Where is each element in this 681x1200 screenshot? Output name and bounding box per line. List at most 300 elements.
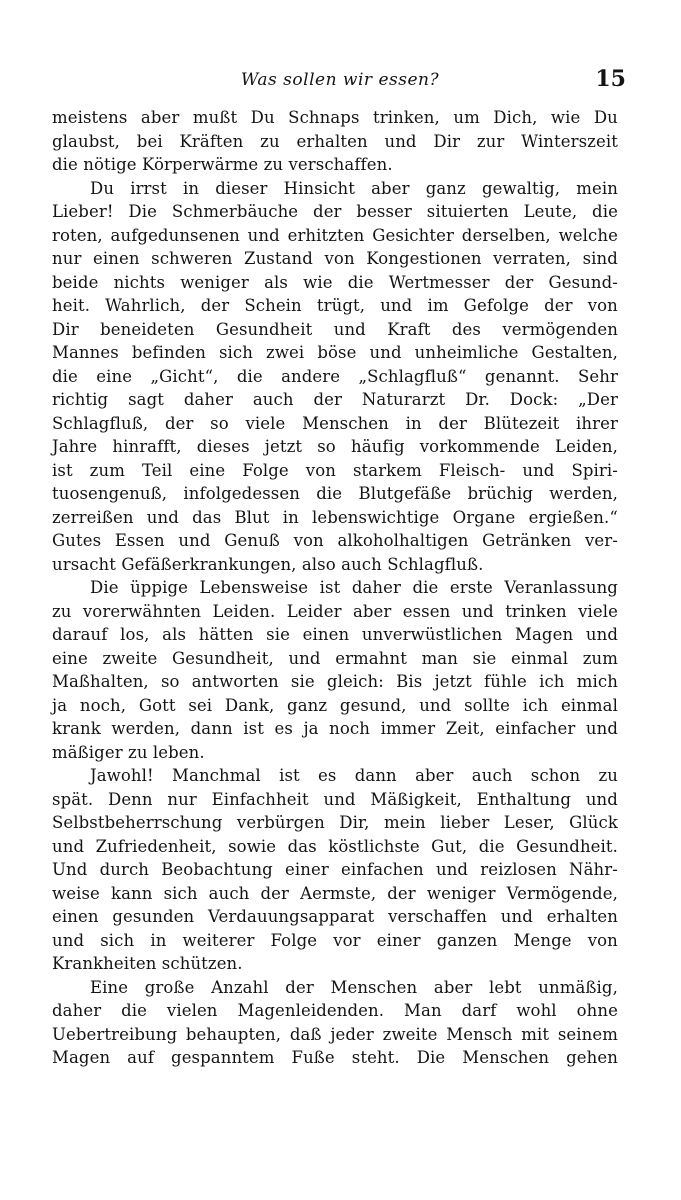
word: Teil (141, 460, 173, 480)
word: Dir (52, 319, 79, 339)
word: ver- (585, 531, 618, 550)
word: der (438, 413, 467, 433)
word: immer (380, 719, 436, 738)
line-text: mäßiger zu leben. (52, 742, 205, 762)
word: Menge (513, 930, 572, 950)
word: erhalten (296, 131, 368, 151)
word: Die (416, 1048, 446, 1067)
word: erhalten (546, 907, 618, 926)
word: Schlagfluß, (52, 413, 149, 433)
word: ist (319, 578, 341, 597)
word: üppige (130, 578, 189, 597)
word: daher (351, 578, 401, 597)
word: von (587, 930, 618, 950)
word: die (236, 366, 263, 386)
word: und (288, 648, 321, 668)
text-line (52, 412, 618, 436)
text-line (52, 717, 618, 741)
word: Winterszeit (521, 131, 618, 151)
word: ist (279, 766, 300, 785)
word: ganzen (436, 930, 498, 950)
word: in (282, 507, 299, 527)
word: unverwüstlichen (361, 625, 503, 644)
word: das (192, 507, 222, 527)
word: häufig (350, 437, 405, 456)
word: unheimliche (414, 343, 519, 362)
text-line (52, 576, 618, 600)
running-header (60, 66, 626, 96)
word: ist (52, 460, 73, 480)
word: derselben, (461, 225, 551, 245)
word: der (285, 977, 314, 997)
word: Veranlassung (504, 578, 618, 597)
word: Dich, (493, 108, 538, 127)
word: antworten (191, 672, 279, 691)
text-line (52, 788, 618, 812)
word: böse (317, 343, 357, 362)
word: meistens (52, 108, 128, 127)
word: Leser, (503, 813, 555, 832)
word: in (405, 413, 422, 433)
word: die (347, 272, 374, 292)
word: „Der (578, 390, 618, 409)
word: Die (90, 578, 119, 597)
word: Leiden, (555, 437, 618, 456)
word: Uebertreibung (52, 1024, 178, 1044)
word: Gefolge (463, 296, 529, 315)
word: erhitzten (287, 225, 365, 245)
word: Man (404, 1001, 442, 1020)
word: aufgedunsenen (110, 225, 240, 245)
word: Mannes (52, 343, 119, 362)
word: Gesundheit (215, 319, 313, 339)
word: so (160, 672, 180, 691)
word: auch (208, 883, 250, 903)
word: viele (245, 413, 286, 433)
word: Naturarzt (361, 390, 446, 409)
text-line (52, 694, 618, 718)
word: verschaffen (388, 907, 487, 926)
word: und (461, 601, 494, 621)
word: gleich: (326, 672, 384, 691)
text-line (52, 130, 618, 154)
word: wohl (516, 1001, 557, 1020)
word: Lieber! (52, 202, 114, 221)
word: wie (550, 108, 581, 127)
word: darf (461, 1001, 497, 1020)
text-line (52, 506, 618, 530)
word: mein (384, 813, 426, 832)
word: schon (530, 766, 581, 785)
word: lebenswichtige (312, 507, 440, 527)
text-line (52, 741, 618, 765)
word: ihrer (576, 413, 618, 433)
text-line (52, 670, 618, 694)
word: Blütezeit (483, 413, 560, 433)
text-line (52, 200, 618, 224)
word: Gutes (52, 531, 102, 550)
word: Menschen (302, 413, 389, 433)
word: in (150, 930, 167, 950)
word: ja (303, 719, 319, 738)
word: auch (252, 390, 294, 409)
word: sie (290, 672, 315, 691)
word: essen (402, 601, 451, 621)
word: vorkommende (419, 437, 540, 456)
word: und (522, 460, 555, 480)
word: noch, (79, 695, 127, 715)
word: der (544, 296, 573, 315)
word: Zustand (244, 249, 313, 268)
word: Anzahl (211, 977, 269, 997)
word: die (478, 836, 505, 856)
word: vor (333, 930, 361, 950)
word: daher (183, 390, 234, 409)
word: Leiden. (212, 601, 276, 621)
text-line (52, 952, 618, 976)
word: schweren (151, 249, 233, 268)
text-line (52, 882, 618, 906)
word: sie (266, 625, 290, 644)
text-line (52, 1023, 618, 1047)
word: jetzt (434, 672, 472, 691)
word: Wahrlich, (105, 296, 186, 315)
word: zu (260, 131, 280, 151)
word: Magen (514, 625, 574, 644)
word: zerreißen (52, 507, 134, 527)
word: Folge (242, 460, 289, 480)
text-line (52, 999, 618, 1023)
word: und (435, 860, 469, 879)
word: es (274, 719, 293, 738)
word: sich (163, 883, 198, 903)
word: sagt (128, 390, 164, 409)
word: nur (167, 789, 197, 809)
word: aber (433, 977, 473, 997)
word: brüchig (467, 484, 533, 503)
word: sind (582, 249, 618, 268)
word: irrst (130, 178, 167, 198)
word: zweite (382, 1024, 438, 1044)
text-line (52, 435, 618, 459)
word: fühle (484, 672, 527, 691)
word: glaubst, (52, 131, 121, 151)
word: und (247, 225, 280, 245)
word: Genuß (224, 531, 280, 550)
word: und (146, 507, 179, 527)
line-text: Krankheiten schützen. (52, 954, 243, 973)
word: behaupten, (185, 1024, 282, 1044)
word: durch (99, 860, 150, 879)
word: ergießen.“ (528, 507, 618, 527)
word: Dr. (465, 390, 490, 409)
word: der (387, 883, 416, 903)
word: Gesundheit, (171, 648, 274, 668)
word: Manchmal (172, 766, 261, 785)
word: weise (52, 883, 100, 903)
word: Essen (114, 531, 165, 550)
word: einfacher (495, 719, 576, 738)
word: Leute, (523, 202, 578, 221)
word: seinem (557, 1024, 618, 1044)
word: Menschen (330, 977, 418, 997)
word: Bis (396, 672, 423, 691)
word: und (369, 343, 402, 362)
word: eine (189, 460, 226, 480)
word: weniger (426, 883, 496, 903)
word: von (305, 460, 336, 480)
word: Eine (90, 977, 129, 997)
word: eine (52, 648, 88, 668)
word: sie (472, 648, 497, 668)
word: befinden (131, 343, 206, 362)
word: „Schlagfluß“ (358, 366, 467, 386)
word: Die (128, 202, 157, 221)
word: einmal (560, 695, 618, 715)
word: ohne (576, 1001, 618, 1020)
word: beneideten (100, 319, 195, 339)
word: Nähr- (569, 860, 618, 879)
text-line (52, 764, 618, 788)
word: weniger (180, 272, 249, 292)
word: das (287, 836, 317, 856)
word: verraten, (493, 249, 571, 268)
word: heit. (52, 296, 91, 315)
word: Dock: (509, 390, 559, 409)
word: von (324, 249, 355, 268)
text-line (52, 177, 618, 201)
word: ist (243, 719, 264, 738)
word: der (504, 272, 534, 292)
word: Spiri- (571, 460, 618, 480)
word: Mäßigkeit, (370, 789, 462, 809)
word: sowie (228, 836, 277, 856)
text-line (52, 553, 618, 577)
word: gesunden (112, 907, 195, 926)
text-line (52, 224, 618, 248)
word: noch (329, 719, 371, 738)
word: dieser (215, 178, 268, 198)
word: vermögenden (502, 319, 618, 339)
word: aber (352, 601, 392, 621)
word: auf (127, 1048, 155, 1067)
word: richtig (52, 390, 109, 409)
text-line (52, 858, 618, 882)
word: Kraft (387, 319, 431, 339)
word: sich (218, 343, 253, 362)
line-text: die nötige Körperwärme zu verschaffen. (52, 155, 393, 174)
word: einen (302, 625, 350, 644)
text-line (52, 905, 618, 929)
text-line (52, 247, 618, 271)
word: die (121, 1001, 147, 1020)
word: und (500, 907, 533, 926)
word: und (52, 930, 85, 950)
word: jeder (330, 1024, 374, 1044)
text-line (52, 482, 618, 506)
word: man (421, 648, 458, 668)
word: besser (356, 202, 412, 221)
word: mußt (192, 108, 238, 127)
word: Gesichter (372, 225, 454, 245)
word: Gestalten, (531, 343, 618, 362)
word: Einfachheit (211, 789, 309, 809)
running-title: Was sollen wir essen? (240, 70, 440, 90)
word: ganz (287, 695, 328, 715)
word: lieber (440, 813, 490, 832)
word: hinrafft, (112, 437, 182, 456)
word: Enthaltung (476, 789, 572, 809)
word: ganz (425, 178, 466, 198)
word: köstlichste (328, 836, 420, 856)
word: als (162, 625, 187, 644)
word: Du (593, 108, 618, 127)
word: Du (250, 108, 275, 127)
word: von (293, 531, 324, 550)
word: mein (576, 178, 618, 198)
word: der (260, 883, 289, 903)
word: einer (285, 860, 329, 879)
word: vorerwähnten (82, 601, 202, 621)
word: zweite (102, 648, 158, 668)
word: ja (52, 695, 68, 715)
text-line (52, 529, 618, 553)
text-line (52, 811, 618, 835)
word: mich (576, 672, 618, 691)
word: steht. (351, 1048, 400, 1067)
word: Blutgefäße (358, 484, 452, 503)
word: im (427, 296, 449, 315)
word: und (333, 319, 366, 339)
word: reizlosen (480, 860, 557, 879)
word: Dank, (224, 695, 275, 715)
word: Lebensweise (199, 578, 309, 597)
word: trinken, (373, 108, 440, 127)
word: trinken (505, 601, 567, 621)
word: zwei (266, 343, 305, 362)
word: und (323, 789, 356, 809)
word: Magen (52, 1048, 111, 1067)
text-line (52, 647, 618, 671)
word: Dir (433, 131, 461, 151)
word: die (412, 578, 439, 597)
word: der (313, 202, 342, 221)
word: dann (354, 766, 397, 785)
word: Gut, (431, 836, 468, 856)
word: die (316, 484, 343, 503)
text-line (52, 365, 618, 389)
text-line (52, 929, 618, 953)
word: Sehr (578, 366, 618, 386)
word: gesund, (339, 695, 407, 715)
word: Denn (107, 789, 153, 809)
word: einen (52, 907, 99, 926)
word: Hinsicht (283, 178, 355, 198)
word: dieses (196, 437, 250, 456)
word: einer (376, 930, 421, 950)
word: gehen (566, 1048, 618, 1067)
word: Schnaps (288, 108, 360, 127)
word: Folge (270, 930, 318, 950)
word: der (313, 390, 342, 409)
word: unmäßig, (538, 977, 618, 997)
word: viele (578, 601, 618, 621)
word: gewaltig, (481, 178, 561, 198)
word: auch (471, 766, 513, 785)
word: und (380, 296, 413, 315)
word: die (52, 366, 78, 386)
word: einfachen (341, 860, 424, 879)
word: der (200, 296, 230, 315)
word: welche (558, 225, 618, 245)
word: aber (415, 766, 454, 785)
word: erste (449, 578, 493, 597)
word: Gesundheit. (516, 836, 618, 856)
word: Blut (234, 507, 270, 527)
word: Selbstbeherrschung (52, 813, 223, 832)
word: Glück (569, 813, 618, 832)
word: darauf (52, 625, 108, 644)
word: nichts (113, 272, 166, 292)
word: und (384, 131, 417, 151)
word: es (318, 766, 337, 785)
word: die (592, 202, 618, 221)
body-text (52, 106, 618, 1070)
word: große (144, 977, 195, 997)
word: ermahnt (335, 648, 407, 668)
word: infolgedessen (183, 484, 300, 503)
word: mit (521, 1024, 550, 1044)
word: Vermögende, (506, 883, 618, 903)
word: und (585, 625, 618, 644)
word: hätten (198, 625, 254, 644)
word: Gesund- (548, 272, 618, 292)
word: und (178, 531, 211, 550)
word: Zufriedenheit, (95, 836, 217, 856)
word: einmal (511, 648, 569, 668)
word: daß (289, 1024, 322, 1044)
word: tuosengenuß, (52, 484, 168, 503)
word: in (182, 178, 200, 198)
word: aber (140, 108, 180, 127)
page-number: 15 (595, 66, 626, 92)
word: Schein (244, 296, 302, 315)
word: zu (52, 601, 72, 621)
word: aber (371, 178, 410, 198)
word: nur (52, 249, 82, 268)
word: Wertmesser (388, 272, 490, 292)
word: lebt (489, 977, 522, 997)
word: so (317, 437, 336, 456)
word: sich (100, 930, 135, 950)
word: ich (522, 695, 549, 715)
text-line (52, 106, 618, 130)
word: Beobachtung (161, 860, 273, 879)
word: von (587, 296, 618, 315)
word: Menschen (462, 1048, 550, 1067)
word: zu (598, 766, 618, 785)
word: vielen (166, 1001, 218, 1020)
word: so (210, 413, 229, 433)
word: dann (190, 719, 233, 738)
word: Organe (452, 507, 516, 527)
word: Zeit, (445, 719, 485, 738)
word: alkoholhaltigen (337, 531, 469, 550)
word: sei (188, 695, 213, 715)
text-line (52, 1046, 618, 1070)
text-line (52, 271, 618, 295)
word: ich (539, 672, 565, 691)
